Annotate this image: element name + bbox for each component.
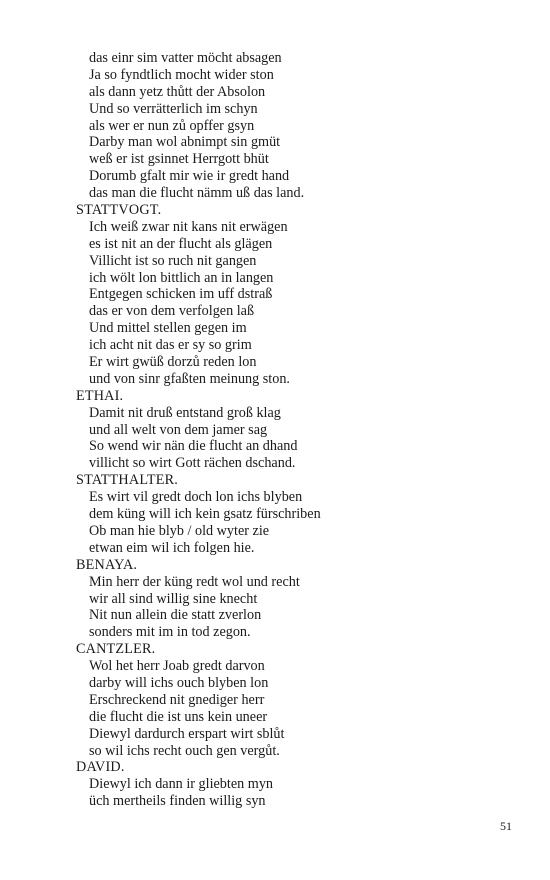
verse-line: als dann yetz thůtt der Absolon: [89, 83, 266, 100]
verse-line: Und so verrätterlich im schyn: [89, 100, 258, 117]
verse-line: Und mittel stellen gegen im: [89, 320, 247, 337]
verse-line: So wend wir nän die flucht an dhand: [89, 438, 298, 455]
verse-line: es ist nit an der flucht als glägen: [89, 235, 273, 252]
verse-line: Diewyl ich dann ir gliebten myn: [89, 776, 274, 793]
verse-line: Damit nit druß entstand groß klag: [89, 404, 281, 421]
verse-line: darby will ichs ouch blyben lon: [89, 674, 269, 691]
verse-line: Entgegen schicken im uff dstraß: [89, 286, 273, 303]
verse-line: Dorumb gfalt mir wie ir gredt hand: [89, 168, 290, 185]
verse-line: Erschreckend nit gnediger herr: [89, 691, 265, 708]
verse-line: wir all sind willig sine knecht: [89, 590, 258, 607]
speaker-name: BENAYA.: [76, 556, 138, 573]
verse-line: das man die flucht nämm uß das land.: [89, 185, 305, 202]
verse-line: weß er ist gsinnet Herrgott bhüt: [89, 151, 269, 168]
verse-line: etwan eim wil ich folgen hie.: [89, 539, 255, 556]
page-number: 51: [500, 819, 512, 833]
verse-line: ich acht nit das er sy so grim: [89, 337, 252, 354]
verse-line: üch mertheils finden willig syn: [89, 793, 266, 810]
verse-line: dem küng will ich kein gsatz fürschriben: [89, 506, 321, 523]
speaker-name: ETHAI.: [76, 387, 124, 404]
verse-line: Es wirt vil gredt doch lon ichs blyben: [89, 489, 303, 506]
verse-line: ich wölt lon bittlich an in langen: [89, 269, 274, 286]
verse-line: und von sinr gfaßten meinung ston.: [89, 370, 290, 387]
verse-line: das einr sim vatter möcht absagen: [89, 50, 282, 66]
verse-line: Ja so fyndtlich mocht wider ston: [89, 66, 274, 83]
speaker-name: DAVID.: [76, 759, 125, 776]
verse-line: Nit nun allein die statt zverlon: [89, 607, 262, 624]
speaker-name: STATTHALTER.: [76, 472, 179, 489]
verse-line: Ob man hie blyb / old wyter zie: [89, 522, 270, 539]
verse-line: so wil ichs recht ouch gen vergůt.: [89, 742, 280, 759]
verse-line: Villicht ist so ruch nit gangen: [89, 252, 257, 269]
verse-line: Wol het herr Joab gredt darvon: [89, 658, 265, 675]
speaker-name: STATTVOGT.: [76, 202, 162, 219]
verse-line: villicht so wirt Gott rächen dschand.: [89, 455, 296, 472]
verse-line: Darby man wol abnimpt sin gmüt: [89, 134, 281, 151]
verse-line: die flucht die ist uns kein uneer: [89, 708, 268, 725]
speaker-name: CANTZLER.: [76, 641, 156, 658]
verse-line: Er wirt gwüß dorzů reden lon: [89, 354, 257, 371]
verse-line: das er von dem verfolgen laß: [89, 303, 255, 320]
verse-line: Min herr der küng redt wol und recht: [89, 573, 300, 590]
verse-line: sonders mit im in tod zegon.: [89, 624, 251, 641]
verse-line: Diewyl dardurch erspart wirt sblůt: [89, 725, 285, 742]
verse-line: Ich weiß zwar nit kans nit erwägen: [89, 218, 288, 235]
verse-line: und all welt von dem jamer sag: [89, 421, 268, 438]
play-text: [76, 50, 516, 810]
verse-line: als wer er nun zů opffer gsyn: [89, 117, 255, 134]
